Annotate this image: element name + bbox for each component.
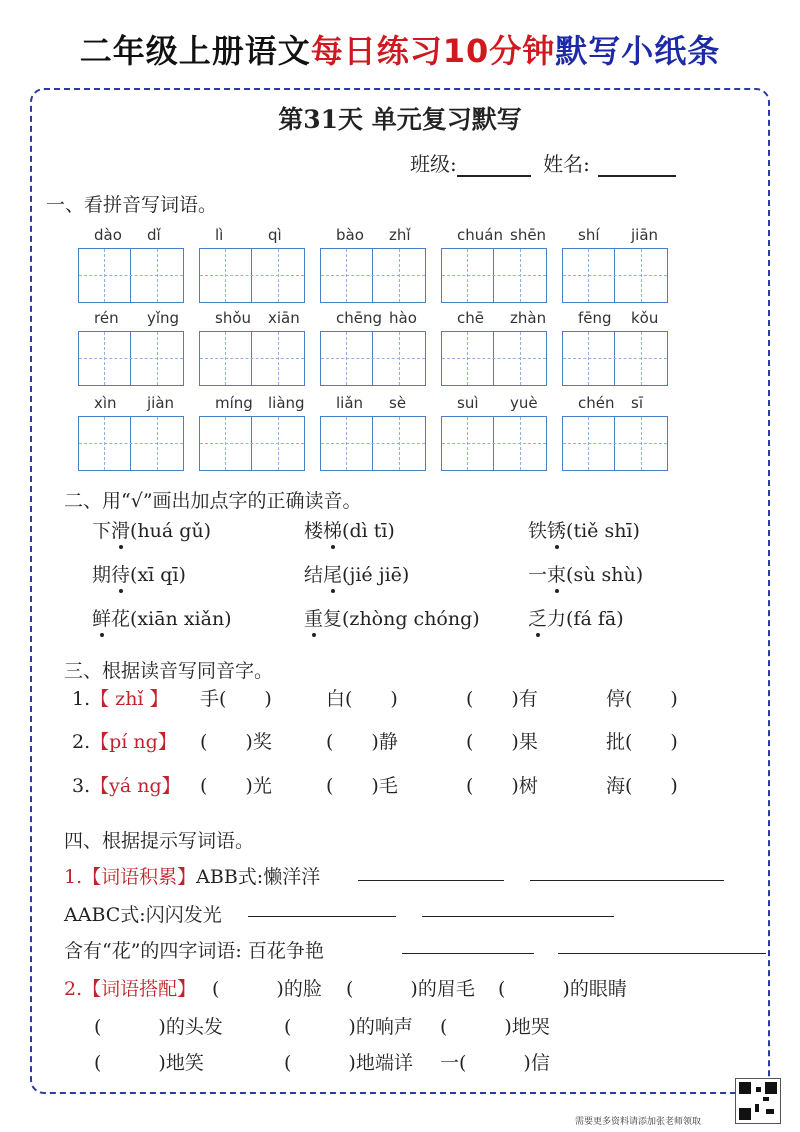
pinyin-label: chén: [578, 394, 615, 412]
q2-num: 2.: [64, 978, 83, 1000]
homophone-blank[interactable]: 批( ): [606, 731, 678, 753]
dotted-char: 乏: [528, 604, 547, 631]
pinyin-label: chēng: [336, 309, 383, 327]
writing-grid[interactable]: [199, 331, 305, 386]
pinyin-label: liǎn: [336, 394, 364, 412]
q1-key: 【词语积累】: [82, 866, 197, 888]
section3-title: 三、根据读音写同音字。: [64, 660, 274, 682]
reading-item[interactable]: [528, 516, 640, 543]
pinyin-label: zhǐ: [389, 226, 411, 244]
writing-grid[interactable]: [320, 248, 426, 303]
pinyin-label: xìn: [94, 394, 117, 412]
dotted-char: 梯: [323, 516, 342, 543]
reading-item[interactable]: [304, 560, 409, 587]
homophone-blank[interactable]: ( )毛: [326, 775, 398, 797]
day-title: 第31天 单元复习默写: [278, 105, 522, 134]
reading-options: 力(fá fā): [547, 608, 624, 630]
class-label: 班级:: [410, 152, 457, 176]
dotted-char: 鲜: [92, 604, 111, 631]
q2-phrase: ( )的头发: [94, 1016, 223, 1038]
reading-item[interactable]: [92, 516, 211, 543]
qr-code-icon: [735, 1078, 781, 1124]
name-blank[interactable]: [598, 175, 676, 177]
q1-line3: 含有“花”的四字词语: 百花争艳: [64, 940, 324, 962]
writing-grid[interactable]: [441, 248, 547, 303]
reading-options: (jié jiē): [342, 564, 410, 586]
word-char: 期: [92, 564, 112, 586]
name-label: 姓名:: [543, 152, 590, 176]
pinyin-label: kǒu: [631, 309, 659, 327]
pinyin-label: fēng: [578, 309, 612, 327]
word-char: 铁: [528, 520, 548, 542]
homophone-blank[interactable]: 白( ): [326, 688, 398, 710]
homophone-key: [72, 684, 169, 711]
pinyin-label: yuè: [510, 394, 538, 412]
pinyin-label: yǐng: [147, 309, 180, 327]
writing-grid[interactable]: [78, 248, 184, 303]
pinyin-label: sī: [631, 394, 643, 412]
pinyin-label: dǐ: [147, 226, 161, 244]
section1-title: 一、看拼音写词语。: [46, 194, 218, 216]
writing-grid[interactable]: [199, 248, 305, 303]
homophone-blank[interactable]: ( )有: [466, 688, 538, 710]
answer-line[interactable]: [422, 916, 614, 917]
dotted-char: 束: [547, 560, 566, 587]
pinyin-label: dào: [94, 226, 122, 244]
pinyin-key: 【 zhǐ 】: [90, 688, 169, 710]
q1-line1: [64, 862, 320, 889]
writing-grid[interactable]: [78, 416, 184, 471]
reading-item[interactable]: [304, 604, 480, 631]
homophone-blank[interactable]: ( )果: [466, 731, 538, 753]
pinyin-label: rén: [94, 309, 119, 327]
word-char: 结: [304, 564, 324, 586]
writing-grid[interactable]: [78, 331, 184, 386]
q2-phrase: ( )地哭: [440, 1016, 550, 1038]
reading-options: (sù shù): [566, 564, 644, 586]
header-grade: 二年级上册语文: [79, 32, 311, 70]
section2-title: 二、用“√”画出加点字的正确读音。: [64, 490, 362, 512]
q2-key: 【词语搭配】: [82, 978, 197, 1000]
dotted-char: 待: [111, 560, 130, 587]
homophone-blank[interactable]: ( )树: [466, 775, 538, 797]
class-blank[interactable]: [457, 175, 531, 177]
pinyin-label: shēn: [510, 226, 547, 244]
homophone-blank[interactable]: ( )静: [326, 731, 398, 753]
row-number: 1.: [72, 688, 91, 710]
reading-item[interactable]: [528, 604, 624, 631]
q2-line1: [64, 974, 196, 1001]
dotted-char: 尾: [323, 560, 342, 587]
q2-phrase: 一( )信: [440, 1052, 550, 1074]
pinyin-label: jiān: [631, 226, 659, 244]
homophone-blank[interactable]: 海( ): [606, 775, 678, 797]
reading-options: 复(zhòng chóng): [323, 608, 480, 630]
row-number: 2.: [72, 731, 91, 753]
writing-grid[interactable]: [441, 416, 547, 471]
answer-line[interactable]: [530, 880, 724, 881]
header-dictation: 默写小纸条: [555, 32, 721, 70]
row-number: 3.: [72, 775, 91, 797]
reading-item[interactable]: [92, 560, 186, 587]
writing-grid[interactable]: [320, 416, 426, 471]
reading-options: (dì tī): [342, 520, 395, 542]
reading-item[interactable]: [92, 604, 232, 631]
q2-phrase: ( )的响声: [284, 1016, 413, 1038]
pinyin-label: liàng: [268, 394, 305, 412]
q2-phrase: ( )的脸: [212, 978, 322, 1000]
pinyin-key: 【yá ng】: [90, 775, 181, 797]
reading-options: 花(xiān xiǎn): [111, 608, 232, 630]
answer-line[interactable]: [558, 953, 766, 954]
answer-line[interactable]: [248, 916, 396, 917]
pinyin-label: chē: [457, 309, 484, 327]
section4-title: 四、根据提示写词语。: [64, 830, 255, 852]
pinyin-label: xiān: [268, 309, 300, 327]
reading-item[interactable]: [304, 516, 395, 543]
pinyin-label: shǒu: [215, 309, 252, 327]
word-char: 楼: [304, 520, 324, 542]
writing-grid[interactable]: [441, 331, 547, 386]
pinyin-label: chuán: [457, 226, 503, 244]
homophone-key: [72, 727, 177, 754]
q1-line2: AABC式:闪闪发光: [64, 904, 222, 926]
pinyin-label: bào: [336, 226, 364, 244]
q2-phrase: ( )的眼睛: [498, 978, 627, 1000]
pinyin-label: qì: [268, 226, 282, 244]
pinyin-label: jiàn: [147, 394, 175, 412]
word-char: 下: [92, 520, 112, 542]
writing-grid[interactable]: [562, 416, 668, 471]
pinyin-label: lì: [215, 226, 224, 244]
writing-grid[interactable]: [562, 331, 668, 386]
dotted-char: 重: [304, 604, 323, 631]
pinyin-label: zhàn: [510, 309, 547, 327]
answer-line[interactable]: [358, 880, 504, 881]
pinyin-label: suì: [457, 394, 479, 412]
writing-grid[interactable]: [199, 416, 305, 471]
reading-options: (xī qī): [130, 564, 186, 586]
footer-note: 需要更多资料请添加张老师领取: [575, 1117, 702, 1127]
pinyin-key: 【pí ng】: [90, 731, 177, 753]
word-char: 一: [528, 564, 548, 586]
reading-options: (tiě shī): [566, 520, 640, 542]
pinyin-label: sè: [389, 394, 407, 412]
dotted-char: 锈: [547, 516, 566, 543]
reading-item[interactable]: [528, 560, 643, 587]
homophone-blank[interactable]: ( )奖: [200, 731, 272, 753]
q1-num: 1.: [64, 866, 83, 888]
q2-phrase: ( )地端详: [284, 1052, 413, 1074]
q1-text: ABB式:懒洋洋: [196, 866, 321, 888]
class-name-line: [410, 148, 676, 177]
page-header: [0, 26, 800, 72]
q2-phrase: ( )的眉毛: [346, 978, 475, 1000]
dotted-char: 滑: [111, 516, 130, 543]
writing-grid[interactable]: [320, 331, 426, 386]
pinyin-label: míng: [215, 394, 253, 412]
answer-line[interactable]: [402, 953, 534, 954]
header-daily: 每日练习10分钟: [310, 32, 556, 70]
homophone-blank[interactable]: ( )光: [200, 775, 272, 797]
pinyin-label: hào: [389, 309, 417, 327]
q2-phrase: ( )地笑: [94, 1052, 204, 1074]
homophone-key: [72, 771, 181, 798]
reading-options: (huá gǔ): [130, 520, 212, 542]
writing-grid[interactable]: [562, 248, 668, 303]
pinyin-label: shí: [578, 226, 600, 244]
homophone-blank[interactable]: 停( ): [606, 688, 678, 710]
homophone-blank[interactable]: 手( ): [200, 688, 272, 710]
